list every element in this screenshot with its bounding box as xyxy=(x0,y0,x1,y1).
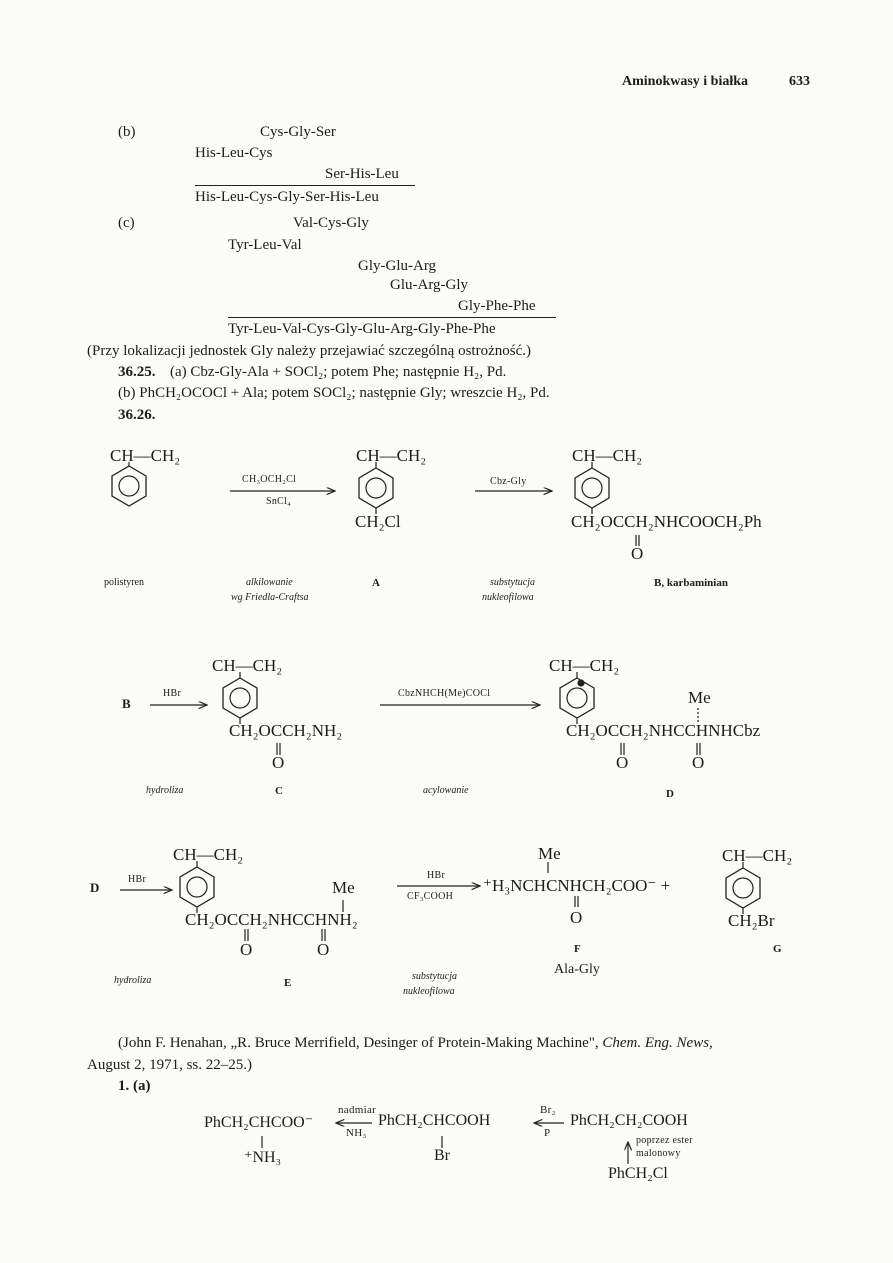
fragment-c3: Gly-Glu-Arg xyxy=(358,258,437,274)
methyl-d: Me xyxy=(688,688,711,707)
route-note-2: malonowy xyxy=(636,1148,681,1159)
benzene-ring-d xyxy=(560,678,594,718)
name-ala-gly: Ala-Gly xyxy=(554,962,600,977)
problem-36-25-number: 36.25. xyxy=(118,364,156,380)
caption-hydrolysis-1: hydroliza xyxy=(146,785,184,796)
carbonyl-oxygen-e1: O xyxy=(240,940,253,959)
caption-hydrolysis-2: hydroliza xyxy=(114,975,152,986)
fragment-c5: Gly-Phe-Phe xyxy=(458,298,536,314)
benzene-ring-g xyxy=(726,868,760,908)
intermediate-bromo-acid: PhCH₂CHCOOH xyxy=(378,1112,491,1129)
benzene-ring-polystyrene xyxy=(112,466,146,506)
chain-b: CH—CH₂ xyxy=(572,446,643,465)
caption-polystyrene: polistyren xyxy=(104,577,144,588)
substituent-e: CH₂OCCH₂NHCCHNH₂ xyxy=(185,910,358,929)
substituent-g: CH₂Br xyxy=(728,911,775,930)
reagent-phosphorus: P xyxy=(544,1127,551,1139)
methyl-e: Me xyxy=(332,878,355,897)
part-b-label: (b) xyxy=(118,124,136,140)
caption-substitution: substytucja xyxy=(490,577,535,588)
part-c-label: (c) xyxy=(118,215,135,231)
gly-note: (Przy lokalizacji jednostek Gly należy przejawiać szczególną ostrożność.) xyxy=(87,343,531,359)
reagent-hbr-1: HBr xyxy=(163,688,182,699)
substituent-b: CH₂OCCH₂NHCOOCH₂Ph xyxy=(571,512,762,531)
reagent-chloromethyl-ether: CH₃OCH₂Cl xyxy=(242,474,297,485)
problem-1-label: 1. (a) xyxy=(118,1078,151,1094)
citation-line-2: August 2, 1971, ss. 22–25.) xyxy=(87,1057,253,1073)
reagent-ammonia: NH₃ xyxy=(346,1127,367,1139)
reagent-cbz-gly: Cbz-Gly xyxy=(490,476,527,487)
substituent-d: CH₂OCCH₂NHCCHNHCbz xyxy=(566,721,761,740)
carbonyl-oxygen-c: O xyxy=(272,753,285,772)
fragment-c2: Tyr-Leu-Val xyxy=(228,237,302,253)
benzene-ring-b xyxy=(575,468,609,508)
fragment-b2: His-Leu-Cys xyxy=(195,145,273,161)
label-b-carbamate: B, karbaminian xyxy=(654,577,728,589)
precursor-benzyl-chloride: PhCH₂Cl xyxy=(608,1165,668,1182)
start-phenylpropanoic-acid: PhCH₂CH₂COOH xyxy=(570,1112,688,1129)
benzene-ring-a xyxy=(359,468,393,508)
start-b: B xyxy=(122,696,131,711)
caption-acylation: acylowanie xyxy=(423,785,469,796)
carbonyl-oxygen-d2: O xyxy=(692,753,705,772)
label-f: F xyxy=(574,943,581,955)
caption-alkylation: alkilowanie xyxy=(246,577,293,588)
reagent-bromine: Br₂ xyxy=(540,1104,556,1116)
start-d: D xyxy=(90,880,100,895)
substituent-a: CH₂Cl xyxy=(355,512,401,531)
label-d: D xyxy=(666,788,674,800)
intermediate-bromine: Br xyxy=(434,1147,450,1164)
carbonyl-oxygen-b: O xyxy=(631,544,644,563)
label-g: G xyxy=(773,943,782,955)
chain-d: CH—CH₂ xyxy=(549,656,620,675)
label-c: C xyxy=(275,785,283,797)
running-head-title: Aminokwasy i białka xyxy=(622,74,749,89)
reagent-tfa: CF₃COOH xyxy=(407,891,454,902)
reagent-hbr-2: HBr xyxy=(128,874,147,885)
chain-a: CH—CH₂ xyxy=(356,446,427,465)
page-number: 633 xyxy=(789,74,810,89)
citation-text: (John F. Henahan, „R. Bruce Merrifield, Desinger of Protein-Making Machine", xyxy=(118,1035,603,1051)
reagent-cbz-ala-chloride: CbzNHCH(Me)COCl xyxy=(398,688,491,699)
fragment-c1: Val-Cys-Gly xyxy=(293,215,369,231)
reagent-excess: nadmiar xyxy=(338,1104,377,1116)
carbonyl-oxygen-f: O xyxy=(570,908,583,927)
chain-polystyrene: CH—CH₂ xyxy=(110,446,181,465)
problem-36-25-b: (b) PhCH₂OCOCl + Ala; potem SOCl₂; następnie Gly; wreszcie H₂, Pd. xyxy=(118,385,550,401)
caption-nucleophilic: nukleofilowa xyxy=(482,592,534,603)
substituent-c: CH₂OCCH₂NH₂ xyxy=(229,721,343,740)
benzene-ring-e xyxy=(180,867,214,907)
label-e: E xyxy=(284,977,292,989)
reagent-sncl4: SnCl₄ xyxy=(266,496,291,507)
part-c-result: Tyr-Leu-Val-Cys-Gly-Glu-Arg-Gly-Phe-Phe xyxy=(228,321,496,337)
chain-c: CH—CH₂ xyxy=(212,656,283,675)
caption-nucleophilic-2: nukleofilowa xyxy=(403,986,455,997)
fragment-c4: Glu-Arg-Gly xyxy=(390,277,469,293)
reagent-hbr-3: HBr xyxy=(427,870,446,881)
product-f: ⁺H₃NCHCNHCH₂COO⁻ + xyxy=(483,876,671,895)
problem-36-26-number: 36.26. xyxy=(118,407,156,423)
carbonyl-oxygen-d1: O xyxy=(616,753,629,772)
carbonyl-oxygen-e2: O xyxy=(317,940,330,959)
fragment-b1: Cys-Gly-Ser xyxy=(260,124,336,140)
caption-friedel-crafts: wg Friedla-Craftsa xyxy=(231,592,309,603)
citation-journal: Chem. Eng. News, xyxy=(602,1035,713,1051)
chain-e: CH—CH₂ xyxy=(173,845,244,864)
problem-36-25-a: (a) Cbz-Gly-Ala + SOCl₂; potem Phe; następnie H₂, Pd. xyxy=(170,364,507,380)
fragment-b3: Ser-His-Leu xyxy=(325,166,399,182)
part-b-result: His-Leu-Cys-Gly-Ser-His-Leu xyxy=(195,189,379,205)
product-ammonium: ⁺NH₃ xyxy=(244,1149,282,1166)
product-phenylalaninate: PhCH₂CHCOO⁻ xyxy=(204,1114,314,1131)
chain-g: CH—CH₂ xyxy=(722,846,793,865)
citation-line-1 xyxy=(118,1035,713,1052)
label-a: A xyxy=(372,577,380,589)
route-note-1: poprzez ester xyxy=(636,1135,693,1146)
benzene-ring-c xyxy=(223,678,257,718)
caption-substitution-2: substytucja xyxy=(412,971,457,982)
methyl-f: Me xyxy=(538,844,561,863)
